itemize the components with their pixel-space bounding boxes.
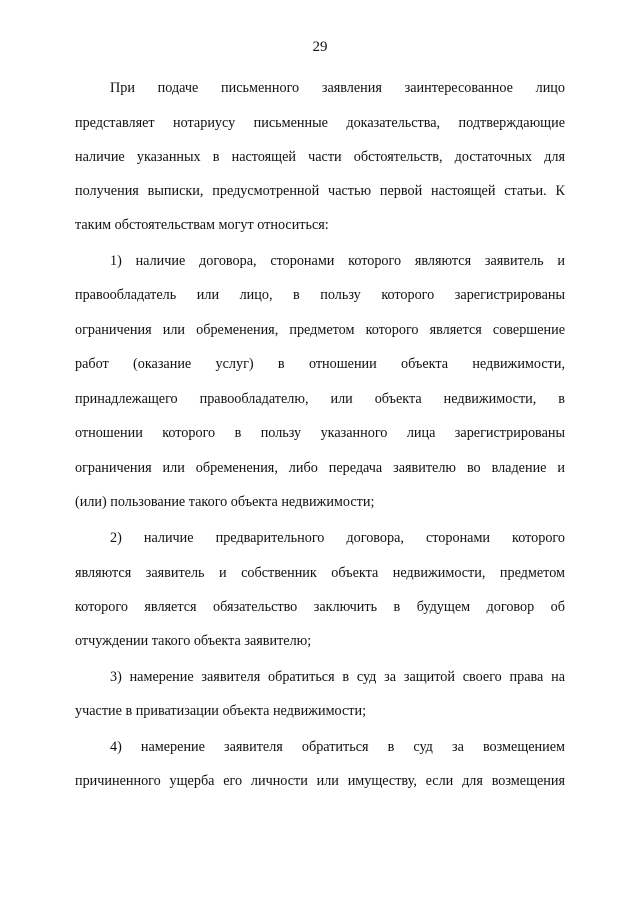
- list-item-line: причиненного ущерба его личности или имуществу, если для возмещения: [75, 773, 565, 789]
- list-item-line: 3) намерение заявителя обратиться в суд за защитой своего права на: [110, 669, 565, 685]
- paragraph-line: получения выписки, предусмотренной частью первой настоящей статьи. К: [75, 183, 565, 199]
- list-item-line: отчуждении такого объекта заявителю;: [75, 633, 312, 649]
- list-item-line: отношении которого в пользу указанного лица зарегистрированы: [75, 425, 565, 441]
- list-item-line: участие в приватизации объекта недвижимости;: [75, 703, 367, 719]
- page-number: 29: [312, 39, 328, 55]
- list-item-line: работ (оказание услуг) в отношении объекта недвижимости,: [75, 356, 565, 372]
- paragraph-line: При подаче письменного заявления заинтересованное лицо: [110, 80, 565, 96]
- list-item-line: 4) намерение заявителя обратиться в суд за возмещением: [110, 739, 565, 755]
- list-item-line: ограничения или обременения, либо передача заявителю во владение и: [75, 460, 565, 476]
- list-item-line: (или) пользование такого объекта недвижимости;: [75, 494, 375, 510]
- list-item-line: 2) наличие предварительного договора, сторонами которого: [110, 530, 565, 546]
- list-item-line: являются заявитель и собственник объекта недвижимости, предметом: [75, 565, 565, 581]
- list-item-line: принадлежащего правообладателю, или объекта недвижимости, в: [75, 391, 565, 407]
- paragraph-line: наличие указанных в настоящей части обстоятельств, достаточных для: [75, 149, 565, 165]
- paragraph-line: таким обстоятельствам могут относиться:: [75, 217, 329, 233]
- list-item-line: 1) наличие договора, сторонами которого являются заявитель и: [110, 253, 565, 269]
- paragraph-line: представляет нотариусу письменные доказательства, подтверждающие: [75, 115, 565, 131]
- list-item-line: правообладатель или лицо, в пользу которого зарегистрированы: [75, 287, 565, 303]
- list-item-line: ограничения или обременения, предметом которого является совершение: [75, 322, 565, 338]
- list-item-line: которого является обязательство заключить в будущем договор об: [75, 599, 565, 615]
